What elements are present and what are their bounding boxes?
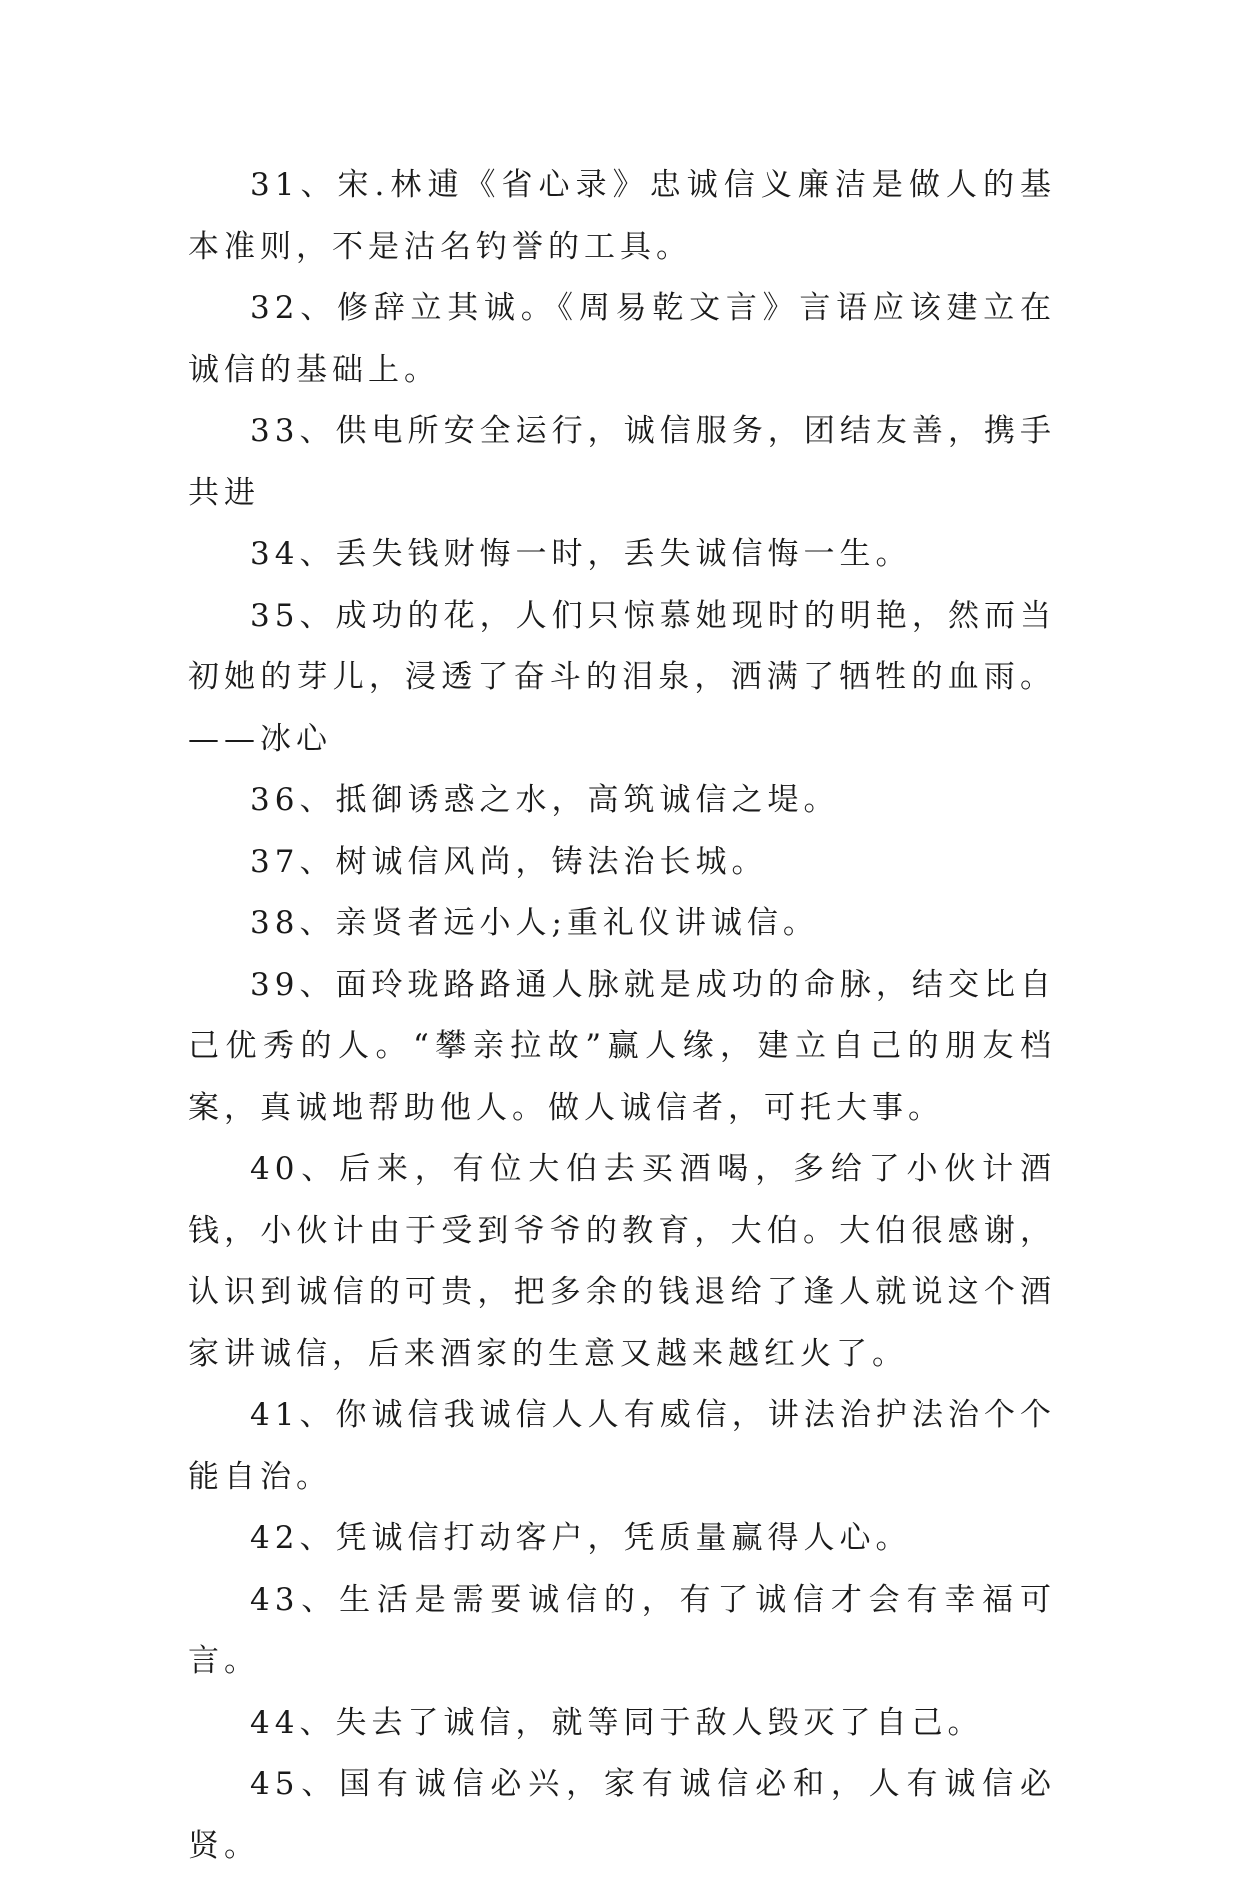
paragraph-35: 35、成功的花，人们只惊慕她现时的明艳，然而当初她的芽儿，浸透了奋斗的泪泉，洒满了牺牲的血雨。——冰心 — [188, 597, 1056, 757]
paragraph-31: 31、宋.林逋《省心录》忠诚信义廉洁是做人的基本准则，不是沽名钓誉的工具。 — [188, 167, 1056, 265]
paragraph-34: 34、丢失钱财悔一时，丢失诚信悔一生。 — [250, 536, 912, 572]
paragraph-44: 44、失去了诚信，就等同于敌人毁灭了自己。 — [250, 1704, 984, 1741]
paragraph-32: 32、修辞立其诚。《周易乾文言》言语应该建立在诚信的基础上。 — [188, 290, 1056, 388]
paragraph-42: 42、凭诚信打动客户，凭质量赢得人心。 — [250, 1520, 912, 1556]
paragraph-36: 36、抵御诱惑之水，高筑诚信之堤。 — [250, 782, 840, 818]
paragraph-41: 41、你诚信我诚信人人有威信，讲法治护法治个个能自治。 — [188, 1397, 1056, 1495]
paragraph-43: 43、生活是需要诚信的，有了诚信才会有幸福可言。 — [188, 1581, 1056, 1679]
paragraph-33: 33、供电所安全运行，诚信服务，团结友善，携手共进 — [188, 413, 1056, 511]
paragraph-45: 45、国有诚信必兴，家有诚信必和，人有诚信必贤。 — [188, 1766, 1056, 1864]
document-body — [188, 155, 1056, 1877]
paragraph-38: 38、亲贤者远小人;重礼仪讲诚信。 — [250, 905, 819, 941]
paragraph-37: 37、树诚信风尚，铸法治长城。 — [250, 843, 768, 880]
paragraph-40: 40、后来，有位大伯去买酒喝，多给了小伙计酒钱，小伙计由于受到爷爷的教育，大伯。大伯很感谢，认识到诚信的可贵，把多余的钱退给了逢人就说这个酒家讲诚信，后来酒家的生意又越来越红火了。 — [188, 1151, 1056, 1372]
paragraph-39: 39、面玲珑路路通人脉就是成功的命脉，结交比自己优秀的人。“攀亲拉故”赢人缘，建立自己的朋友档案，真诚地帮助他人。做人诚信者，可托大事。 — [188, 966, 1056, 1126]
